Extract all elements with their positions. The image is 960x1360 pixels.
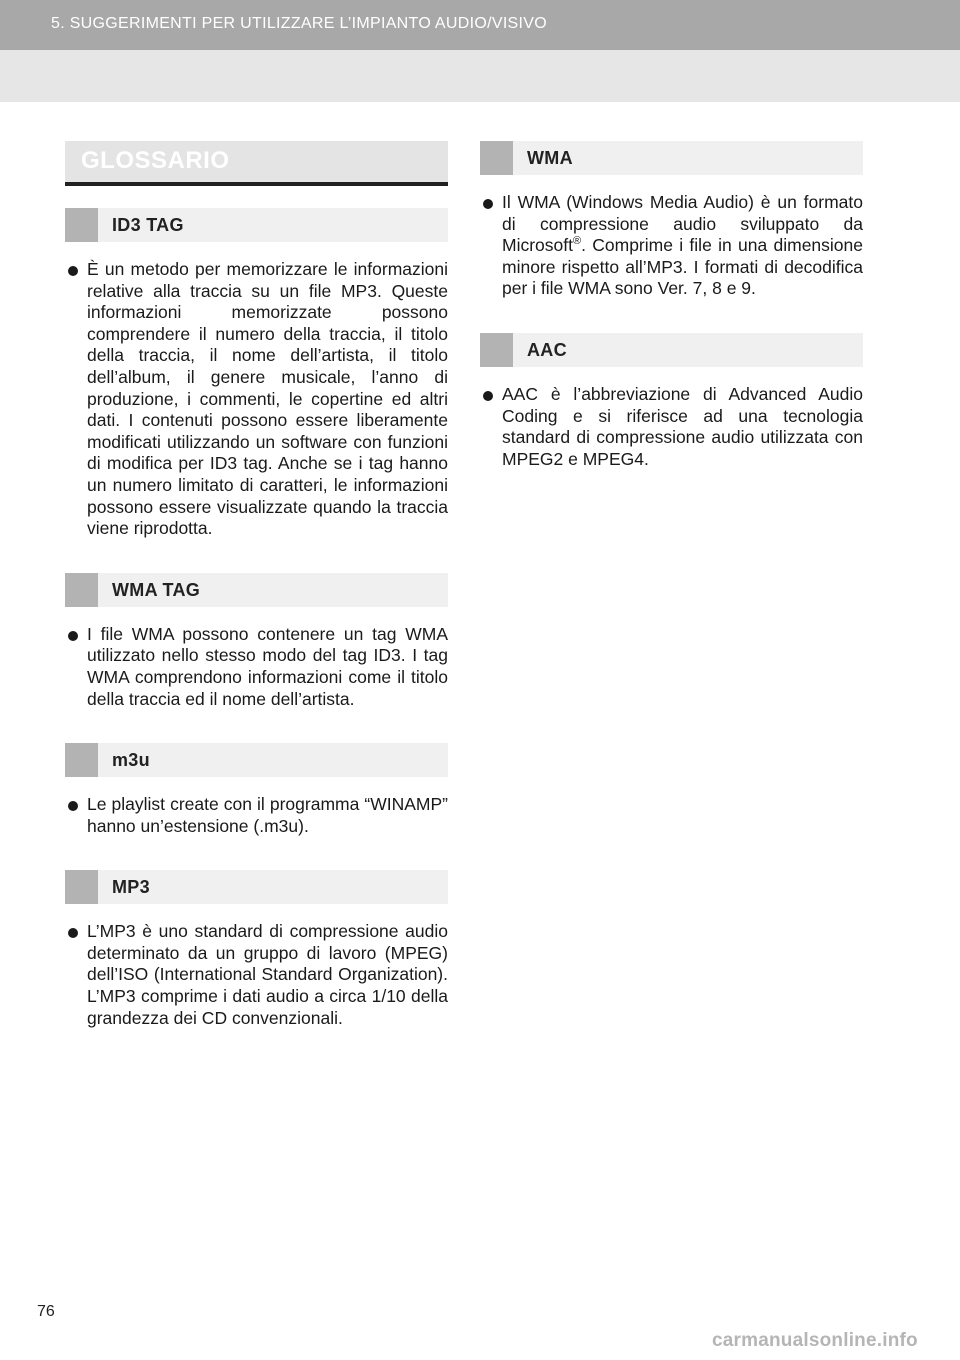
bullet-item bbox=[65, 921, 448, 1029]
chapter-bar bbox=[0, 0, 960, 50]
section-tab bbox=[65, 573, 98, 607]
left-column bbox=[65, 141, 448, 1029]
bullet-item bbox=[65, 624, 448, 710]
bullet-icon bbox=[68, 928, 78, 938]
bullet-icon bbox=[68, 801, 78, 811]
page-number: 76 bbox=[37, 1303, 55, 1320]
section-tab bbox=[65, 870, 98, 904]
bullet-text: Le playlist create con il programma “WINAMP” hanno un’estensione (.m3u). bbox=[87, 794, 448, 836]
section-title: WMA bbox=[527, 148, 573, 168]
bullet-item bbox=[480, 192, 863, 300]
section-tab bbox=[480, 141, 513, 175]
glossary-title: GLOSSARIO bbox=[81, 147, 230, 174]
section-tab bbox=[65, 743, 98, 777]
bullet-icon bbox=[68, 266, 78, 276]
section-title: ID3 TAG bbox=[112, 215, 184, 235]
bullet-text: AAC è l’abbreviazione di Advanced Audio Coding e si riferisce ad una tecnologia standard di compressione audio utilizzata con MPEG2 e MPEG4. bbox=[502, 383, 863, 469]
bullet-text: L’MP3 è uno standard di compressione audio determinato da un gruppo di lavoro (MPEG) dell’ISO (International Standard Organization). L’MP3 comprime i dati audio a circa 1/10 della grandezza dei CD convenzionali. bbox=[87, 921, 448, 1028]
section-tab bbox=[480, 333, 513, 367]
right-column bbox=[480, 141, 863, 470]
section-title: AAC bbox=[527, 339, 567, 360]
bullet-text bbox=[502, 192, 863, 298]
chapter-title: 5. SUGGERIMENTI PER UTILIZZARE L’IMPIANTO AUDIO/VISIVO bbox=[51, 15, 547, 32]
bullet-icon bbox=[483, 199, 493, 209]
bullet-item bbox=[65, 794, 448, 837]
section-header-m3u bbox=[65, 743, 448, 777]
section-header-wma bbox=[480, 141, 863, 175]
section-header-wma-tag bbox=[65, 573, 448, 607]
section-header-mp3 bbox=[65, 870, 448, 904]
bullet-text-part: Il WMA (Windows Media Audio) è un formato di compressione audio sviluppato da Microsoft bbox=[502, 192, 863, 256]
section-title: m3u bbox=[112, 750, 150, 771]
bullet-text: I file WMA possono contenere un tag WMA utilizzato nello stesso modo del tag ID3. I tag WMA comprendono informazioni come il titolo della traccia ed il nome dell’artista. bbox=[87, 623, 448, 709]
registered-mark: ® bbox=[572, 235, 582, 248]
bullet-icon bbox=[68, 631, 78, 641]
bullet-text: È un metodo per memorizzare le informazioni relative alla traccia su un file MP3. Queste informazioni memorizzate possono comprendere il numero della traccia, il titolo della traccia, il nome dell’artista, il titolo dell’album, il genere musicale, l’anno di produzione, i commenti, le copertine ed altri dati. I contenuti possono essere liberamente modificati utilizzando un software con funzioni di modifica per ID3 tag. Anche se i tag hanno un numero limitato di caratteri, le informazioni possono essere visualizzate quando la traccia viene riprodotta. bbox=[87, 259, 448, 539]
watermark: carmanualsonline.info bbox=[712, 1330, 918, 1351]
bullet-icon bbox=[483, 391, 493, 401]
bullet-text-part: . Comprime i file in una dimensione minore rispetto all’MP3. I formati di decodifica per i file WMA sono Ver. 7, 8 e 9. bbox=[502, 235, 863, 299]
section-tab bbox=[65, 208, 98, 242]
section-header-aac bbox=[480, 333, 863, 367]
bullet-item bbox=[480, 384, 863, 470]
section-title: MP3 bbox=[112, 877, 150, 898]
section-header-id3-tag bbox=[65, 208, 448, 242]
glossary-banner bbox=[65, 141, 448, 186]
section-title: WMA TAG bbox=[112, 579, 201, 600]
bullet-item bbox=[65, 259, 448, 540]
